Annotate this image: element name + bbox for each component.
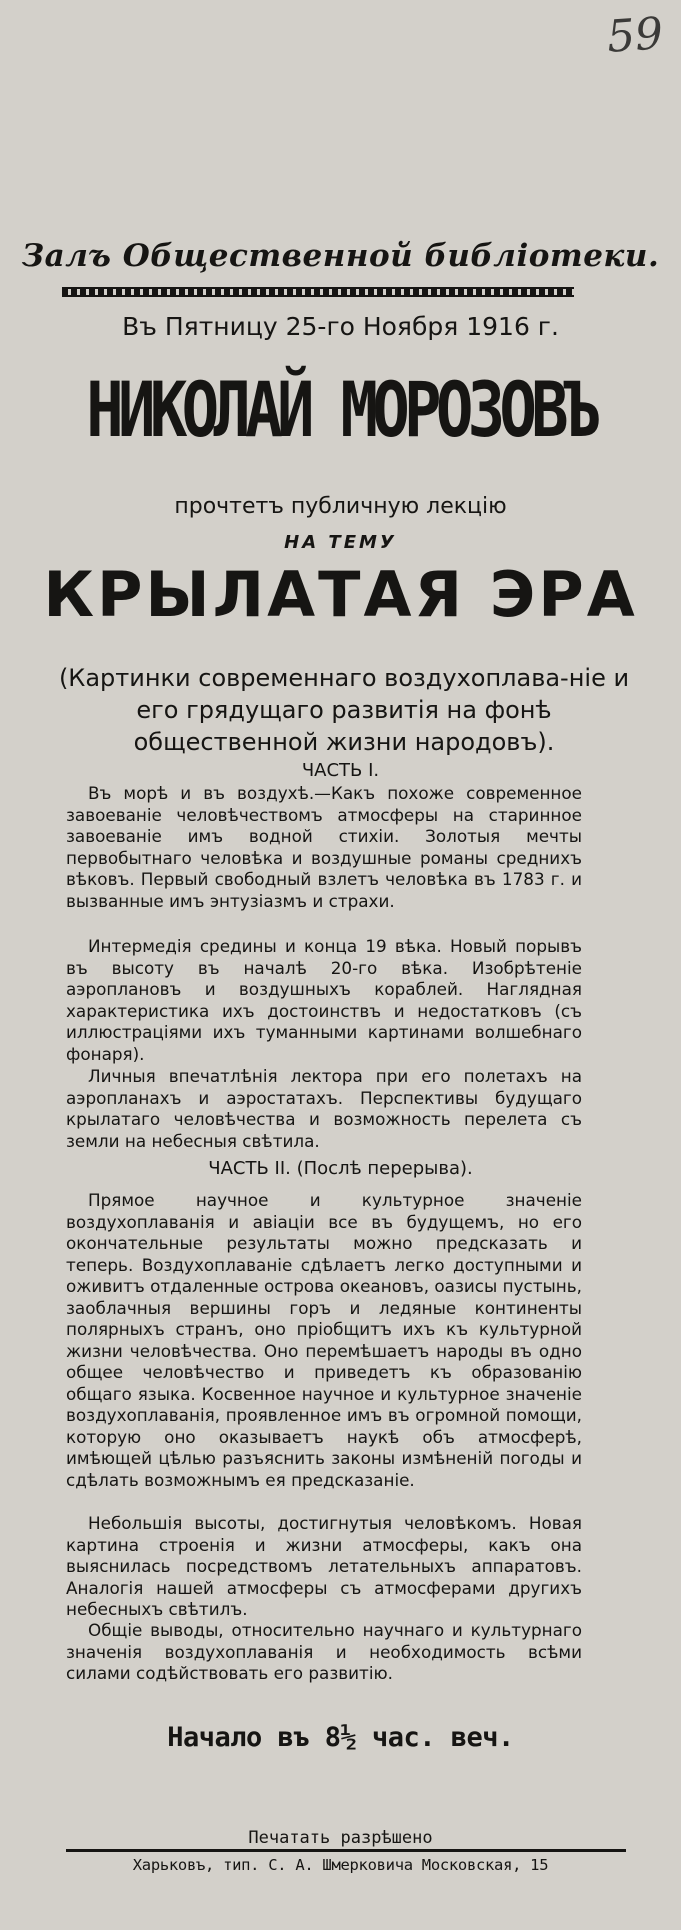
ornamental-divider: [62, 287, 574, 297]
part-2-heading: ЧАСТЬ II. (Послѣ перерыва).: [208, 1158, 473, 1179]
venue-heading: Залъ Общественной библiотеки.: [21, 238, 660, 274]
lecture-subtitle: (Картинки современнаго воздухоплава-нiе и его грядущаго развитiя на фонѣ общественной жизни народовъ).: [58, 664, 630, 756]
page-number: 59: [605, 8, 665, 63]
part-1-paragraph: Личныя впечатлѣнiя лектора при его полетахъ на аэропланахъ и аэростатахъ. Перспективы будущаго крылатаго человѣчества и возможность перелета съ земли на небесныя свѣтила.: [66, 1066, 582, 1151]
lecture-announcement: прочтетъ публичную лекцiю: [174, 494, 507, 519]
part-2-paragraph: Небольшiя высоты, достигнутыя человѣкомъ. Новая картина строенiя и жизни атмосферы, какъ она выяснилась посредствомъ летательныхъ аппаратовъ. Аналогiя нашей атмосферы съ атмосферами другихъ небесныхъ свѣтилъ.: [66, 1513, 582, 1619]
footer-rule: [66, 1849, 626, 1852]
part-1-heading: ЧАСТЬ I.: [301, 760, 380, 781]
part-1-paragraph: Въ морѣ и въ воздухѣ.—Какъ похоже современное завоеванiе человѣчествомъ атмосферы на старинное завоеванiе имъ водной стихiи. Золотыя мечты первобытнаго человѣка и воздушные романы среднихъ вѣковъ. Первый свободный взлетъ человѣка въ 1783 г. и вызванные имъ энтузiазмъ и страхи.: [66, 783, 582, 911]
lecture-title: КРЫЛАТАЯ ЭРА: [43, 558, 638, 631]
censor-note: Печатать разрѣшено: [248, 1828, 433, 1848]
on-theme-label: НА ТЕМУ: [284, 532, 397, 553]
event-date: Въ Пятницу 25-го Ноября 1916 г.: [122, 312, 559, 341]
part-1-paragraph: Интермедiя средины и конца 19 вѣка. Новый порывъ въ высоту въ началѣ 20-го вѣка. Изобрѣтенiе аэроплановъ и воздушныхъ кораблей. Наглядная характеристика ихъ достоинствъ и недостатковъ (съ иллюстрацiями ихъ туманными картинами волшебнаго фонаря).: [66, 936, 582, 1064]
part-2-paragraph: Общiе выводы, относительно научнаго и культурнаго значенiя воздухоплаванiя и необходимость всѣми силами содѣйствовать его развитiю.: [66, 1620, 582, 1683]
part-2-paragraph: Прямое научное и культурное значенiе воздухоплаванiя и авiацiи все въ будущемъ, но его окончательные результаты можно предсказать и теперь. Воздухоплаванiе сдѣлаетъ легко доступными и оживитъ отдаленные острова океановъ, оазисы пустынь, заоблачныя вершины горъ и ледяные континенты полярныхъ странъ, оно прiобщитъ ихъ къ культурной жизни человѣчества. Оно перемѣшаетъ народы въ одно общее человѣчество и приведетъ къ образованiю общаго языка. Косвенное научное и культурное значенiе воздухоплаванiя, проявленное имъ въ огромной помощи, которую оно оказываетъ наукѣ объ атмосферѣ, имѣющей цѣлью разъяснить законы измѣненiй погоды и сдѣлать возможнымъ ея предсказанiе.: [66, 1190, 582, 1490]
lecturer-name: НИКОЛАЙ МОРОЗОВЪ: [86, 365, 595, 454]
start-time: Начало въ 8½ час. веч.: [167, 1722, 514, 1753]
printer-imprint: Харьковъ, тип. С. А. Шмерковича Московская, 15: [132, 1856, 549, 1874]
